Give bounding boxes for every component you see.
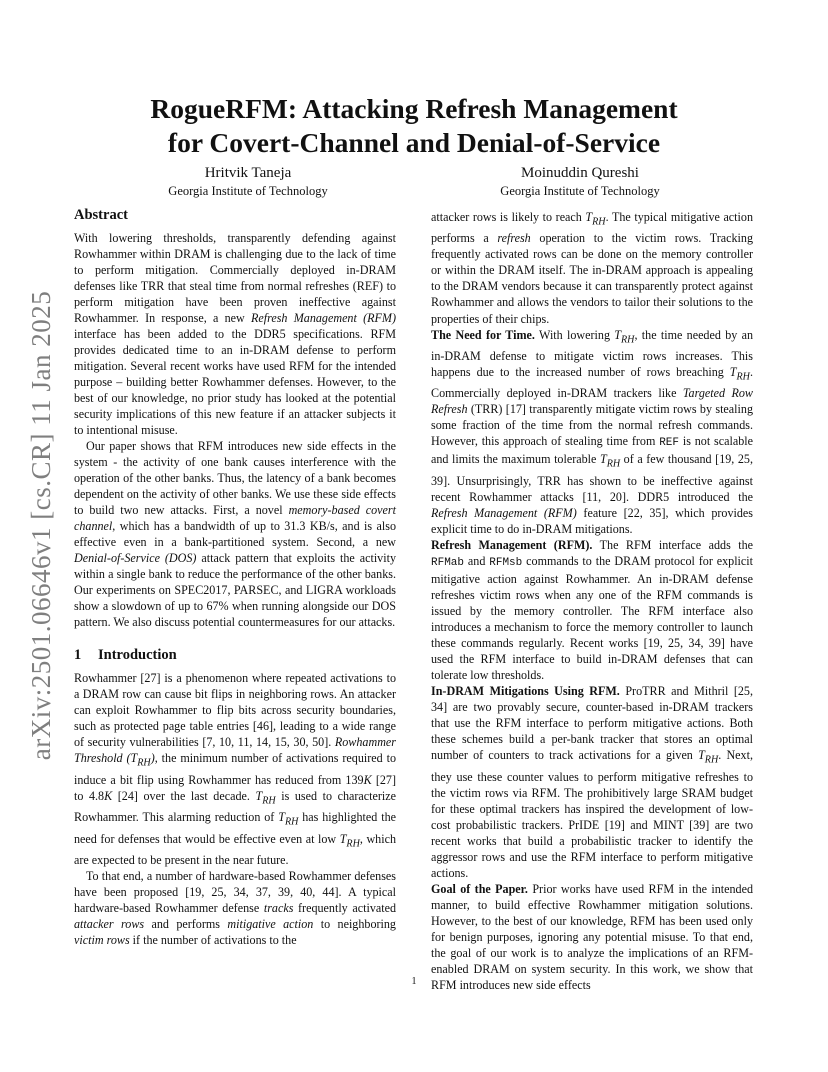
section-number: 1: [74, 647, 82, 664]
author-affiliation: Georgia Institute of Technology: [500, 184, 660, 198]
arxiv-identifier: arXiv:2501.06646v1 [cs.CR] 11 Jan 2025: [26, 290, 57, 760]
author-2: [480, 164, 680, 199]
abstract-paragraph-2: Our paper shows that RFM introduces new side effects in the system - the activity of one bank causes interference with the operation of the other banks. Thus, the latency of a bank becomes dependent on the activity of other banks. We use these side effects to build two new attacks. First, a novel memory-based covert channel, which has a bandwidth of up to 31.3 KB/s, and is also effective even in a bank-partitioned system. Second, a new Denial-of-Service (DOS) attack pattern that exploits the activity within a single bank to reduce the performance of the other banks. Our experiments on SPEC2017, PARSEC, and LIGRA workloads show a slowdown of up to 67% when running alongside our DOS pattern. We also discuss potential countermeasures for our attacks.: [74, 439, 396, 630]
run-in-heading: Goal of the Paper.: [431, 881, 528, 896]
intro-heading: [74, 647, 396, 664]
intro-paragraph-1: Rowhammer [27] is a phenomenon where repeated activations to a DRAM row can cause bit flips in neighboring rows. An attacker can exploit Rowhammer to flip bits across security boundaries, such as protected page table entries [46], leading to a wide range of security vulnerabilities [7, 10, 11, 14, 15, 30, 50]. Rowhammer Threshold $(T_{RH})$, the minimum number of activations required to induce a bit flip using Rowhammer has reduced from 139K [27] to 4.8K [24] over the last decade. $T_{RH}$ is used to characterize Rowhammer. This alarming reduction of $T_{RH}$ has highlighted the need for defenses that would be effective even at low $T_{RH}$, which are expected to be present in the near future.: [74, 671, 396, 868]
section-title: Introduction: [98, 647, 177, 664]
author-name: Hritvik Taneja: [204, 165, 292, 181]
run-in-heading: In-DRAM Mitigations Using RFM.: [431, 684, 620, 699]
goal-paragraph: Goal of the Paper. Prior works have used RFM in the intended manner, to build effective Rowhammer mitigation solutions. However, to the best of our knowledge, RFM has been used only for benign purposes, ignoring any potential misuse. To that end, the goal of our work is to analyze the implications of an RFM-enabled DRAM on system security. In this work, we show that RFM introduces new side effects: [431, 881, 753, 992]
title-line-2: for Covert-Channel and Denial-of-Service: [167, 127, 661, 158]
abstract-heading: Abstract: [74, 207, 128, 223]
title-line-1: RogueRFM: Attacking Refresh Management: [150, 93, 678, 124]
abstract-paragraph-1: With lowering thresholds, transparently defending against Rowhammer within DRAM is challenging due to the lack of time to perform mitigation. Commercially deployed in-DRAM defenses like TRR that steal time from normal refreshes (REF) to perform mitigation have been proven ineffective against Rowhammer. In response, a new Refresh Management (RFM) interface has been added to the DDR5 specifications. RFM provides dedicated time to an in-DRAM defense to perform mitigation. Several recent works have used RFM for the intended purpose – building better Rowhammer defenses. However, to the best of our knowledge, no prior study has looked at the potential security implications of this new feature if an attacker subjects it to intentional misuse.: [74, 231, 396, 438]
intro-paragraph-2: To that end, a number of hardware-based Rowhammer defenses have been proposed [19, 25, 34, 37, 39, 40, 44]. A typical hardware-based Rowhammer defense tracks frequently activated attacker rows and performs mitigative action to neighboring victim rows if the number of activations to the: [74, 869, 397, 948]
run-in-heading: The Need for Time.: [431, 327, 535, 342]
paper-title: [60, 92, 768, 160]
intro-paragraph-2-cont: attacker rows is likely to reach $T_{RH}$. The typical mitigative action performs a refresh operation to the victim rows. Tracking frequently activated rows can be done on the memory controller or within the DRAM itself. The in-DRAM approach is appealing to the DRAM vendors because it can transparently protect against Rowhammer and allows the vendors to tailor their solutions to the properties of their chips.: [431, 210, 753, 326]
rfm-paragraph: Refresh Management (RFM). The RFM interface adds the RFMab and RFMsb commands to the DRAM protocol for explicit mitigative action against Rowhammer. An in-DRAM defense refreshes victim rows when any one of the RFM commands is issued by the memory controller. The RFM interface also introduces a mechanism to force the memory controller to launch these commands regularly. Recent works [19, 25, 34, 39] have used the RFM interface to build in-DRAM defenses that can tolerate low thresholds.: [431, 537, 753, 683]
need-for-time-paragraph: The Need for Time. With lowering $T_{RH}$, the time needed by an in-DRAM defense to mitigate victim rows increases. This happens due to the increased number of rows breaching $T_{RH}$. Commercially deployed in-DRAM trackers like Targeted Row Refresh (TRR) [17] transparently mitigate victim rows by stealing some fraction of the time from the normal refresh commands. However, this approach of stealing time from REF is not scalable and limits the maximum tolerable $T_{RH}$ of a few thousand [19, 25, 39]. Unsurprisingly, TRR has shown to be ineffective against recent Rowhammer attacks [11, 20]. DDR5 introduced the Refresh Management (RFM) feature [22, 35], which provides explicit time to do in-DRAM mitigations.: [431, 327, 753, 536]
mitigations-paragraph: In-DRAM Mitigations Using RFM. ProTRR and Mithril [25, 34] are two provably secure, counter-based in-DRAM trackers that use the RFM interface to perform mitigative actions. Both these schemes build a per-bank tracker that stores an optimal number of counters to track activations for a given $T_{RH}$. Next, they use these counter values to perform mitigative refreshes to the victim rows via RFM. The prohibitively large SRAM budget for these optimal trackers has inspired the development of low-cost probabilistic trackers. PrIDE [19] and MINT [39] are two recent works that build a probabilistic tracker to identify the aggressor rows and use the RFM interface to perform mitigative actions.: [431, 684, 753, 880]
run-in-heading: Refresh Management (RFM).: [431, 537, 593, 552]
right-column: [431, 209, 753, 993]
author-name: Moinuddin Qureshi: [521, 165, 639, 181]
left-column: [74, 207, 396, 948]
author-1: [148, 164, 348, 199]
author-affiliation: Georgia Institute of Technology: [168, 184, 328, 198]
page-number: 1: [411, 976, 417, 987]
